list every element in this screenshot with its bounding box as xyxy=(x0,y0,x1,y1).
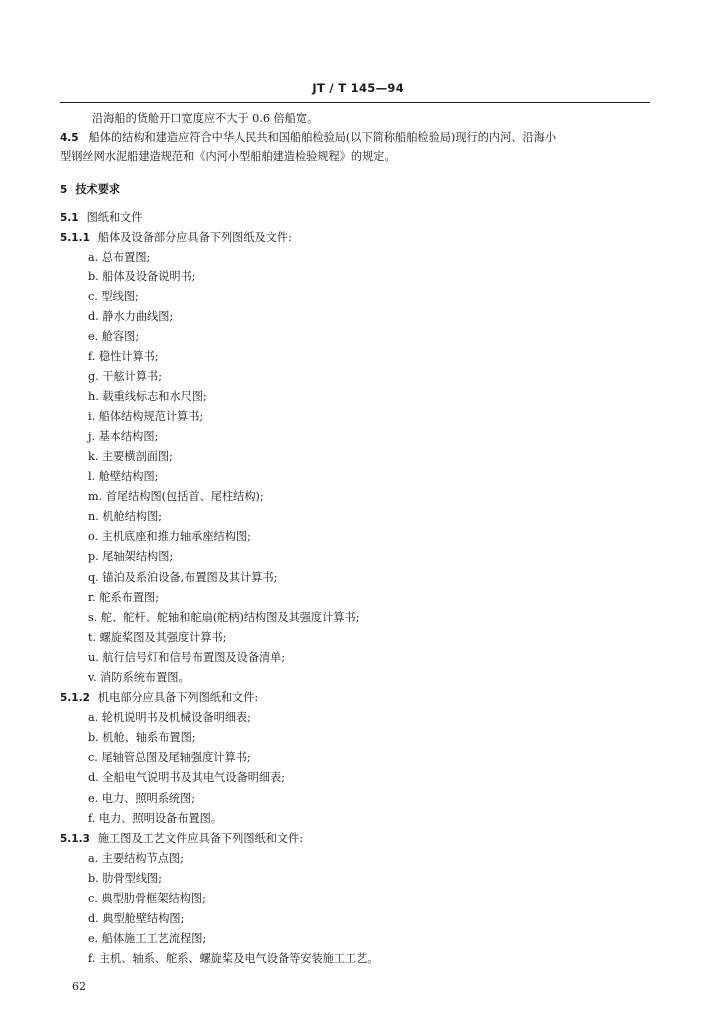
list-item: l. 舱壁结构图; xyxy=(88,470,159,483)
list-item: s. 舵、舵杆、舵轴和舵扇(舵柄)结构图及其强度计算书; xyxy=(88,611,360,624)
list-item: t. 螺旋桨图及其强度计算书; xyxy=(88,631,227,644)
list-item: a. 主要结构节点图; xyxy=(88,852,184,865)
page-header xyxy=(60,80,650,103)
list-item: c. 型线图; xyxy=(88,290,139,303)
list-item: d. 静水力曲线图; xyxy=(88,310,174,323)
clause-number: 4.5 xyxy=(60,132,79,144)
section-title: 技术要求 xyxy=(75,182,121,196)
list-item: c. 尾轴管总图及尾轴强度计算书; xyxy=(88,751,251,764)
subsection-number: 5.1 xyxy=(60,212,79,224)
subsection-title: 图纸和文件 xyxy=(86,211,143,224)
paragraph-continuation: 沿海船的货舱开口宽度应不大于 0.6 倍船宽。 xyxy=(92,112,319,125)
list-item: n. 机舱结构图; xyxy=(88,510,163,523)
standard-code: JT / T 145—94 xyxy=(312,81,404,95)
list-item: v. 消防系统布置图。 xyxy=(88,671,190,684)
clause-number: 5.1.1 xyxy=(60,232,90,244)
list-item: b. 船体及设备说明书; xyxy=(88,270,196,283)
list-item: d. 典型舱壁结构图; xyxy=(88,912,185,925)
clause-heading-5-1-2 xyxy=(60,691,258,705)
subsection-heading xyxy=(60,211,143,225)
clause-intro: 船体及设备部分应具备下列图纸及文件: xyxy=(97,231,292,244)
page-number: 62 xyxy=(72,980,86,993)
clause-heading-5-1-1 xyxy=(60,231,292,245)
list-item: f. 稳性计算书; xyxy=(88,350,159,363)
list-item: g. 干舷计算书; xyxy=(88,370,162,383)
list-item: e. 船体施工工艺流程图; xyxy=(88,932,207,945)
list-item: e. 舱容图; xyxy=(88,330,140,343)
list-item: b. 机舱、轴系布置图; xyxy=(88,731,196,744)
clause-number: 5.1.3 xyxy=(60,833,90,845)
clause-heading-5-1-3 xyxy=(60,832,303,846)
section-number: 5 xyxy=(60,184,68,196)
list-item: c. 典型肋骨框架结构图; xyxy=(88,892,206,905)
list-item: r. 舵系布置图; xyxy=(88,591,159,604)
list-item: o. 主机底座和推力轴承座结构图; xyxy=(88,530,251,543)
list-item: k. 主要横剖面图; xyxy=(88,450,173,463)
list-item: a. 轮机说明书及机械设备明细表; xyxy=(88,711,252,724)
clause-4-5 xyxy=(60,131,556,145)
clause-4-5-continuation: 型钢丝网水泥船建造规范和《内河小型船舶建造检验规程》的规定。 xyxy=(60,150,396,163)
list-item: m. 首尾结构图(包括首、尾柱结构); xyxy=(88,490,264,503)
clause-intro: 施工图及工艺文件应具备下列图纸和文件: xyxy=(97,832,304,845)
clause-text: 船体的结构和建造应符合中华人民共和国船舶检验局(以下简称船舶检验局)现行的内河、沿海小 xyxy=(88,131,557,144)
clause-number: 5.1.2 xyxy=(60,692,90,704)
section-heading xyxy=(60,182,120,197)
list-item: u. 航行信号灯和信号布置图及设备清单; xyxy=(88,651,286,664)
list-item: h. 载重线标志和水尺图; xyxy=(88,390,207,403)
list-item: i. 船体结构规范计算书; xyxy=(88,410,204,423)
list-item: p. 尾轴架结构图; xyxy=(88,550,174,563)
list-item: a. 总布置图; xyxy=(88,251,151,264)
list-item: q. 锚泊及系泊设备,布置图及其计算书; xyxy=(88,571,278,584)
list-item: j. 基本结构图; xyxy=(88,430,159,443)
list-item: b. 肋骨型线图; xyxy=(88,872,162,885)
list-item: e. 电力、照明系统图; xyxy=(88,792,196,805)
list-item: d. 全船电气说明书及其电气设备明细表; xyxy=(88,771,286,784)
clause-intro: 机电部分应具备下列图纸和文件: xyxy=(97,691,259,704)
list-item: f. 电力、照明设备布置图。 xyxy=(88,812,222,825)
list-item: f. 主机、轴系、舵系、螺旋桨及电气设备等安装施工工艺。 xyxy=(88,952,379,965)
